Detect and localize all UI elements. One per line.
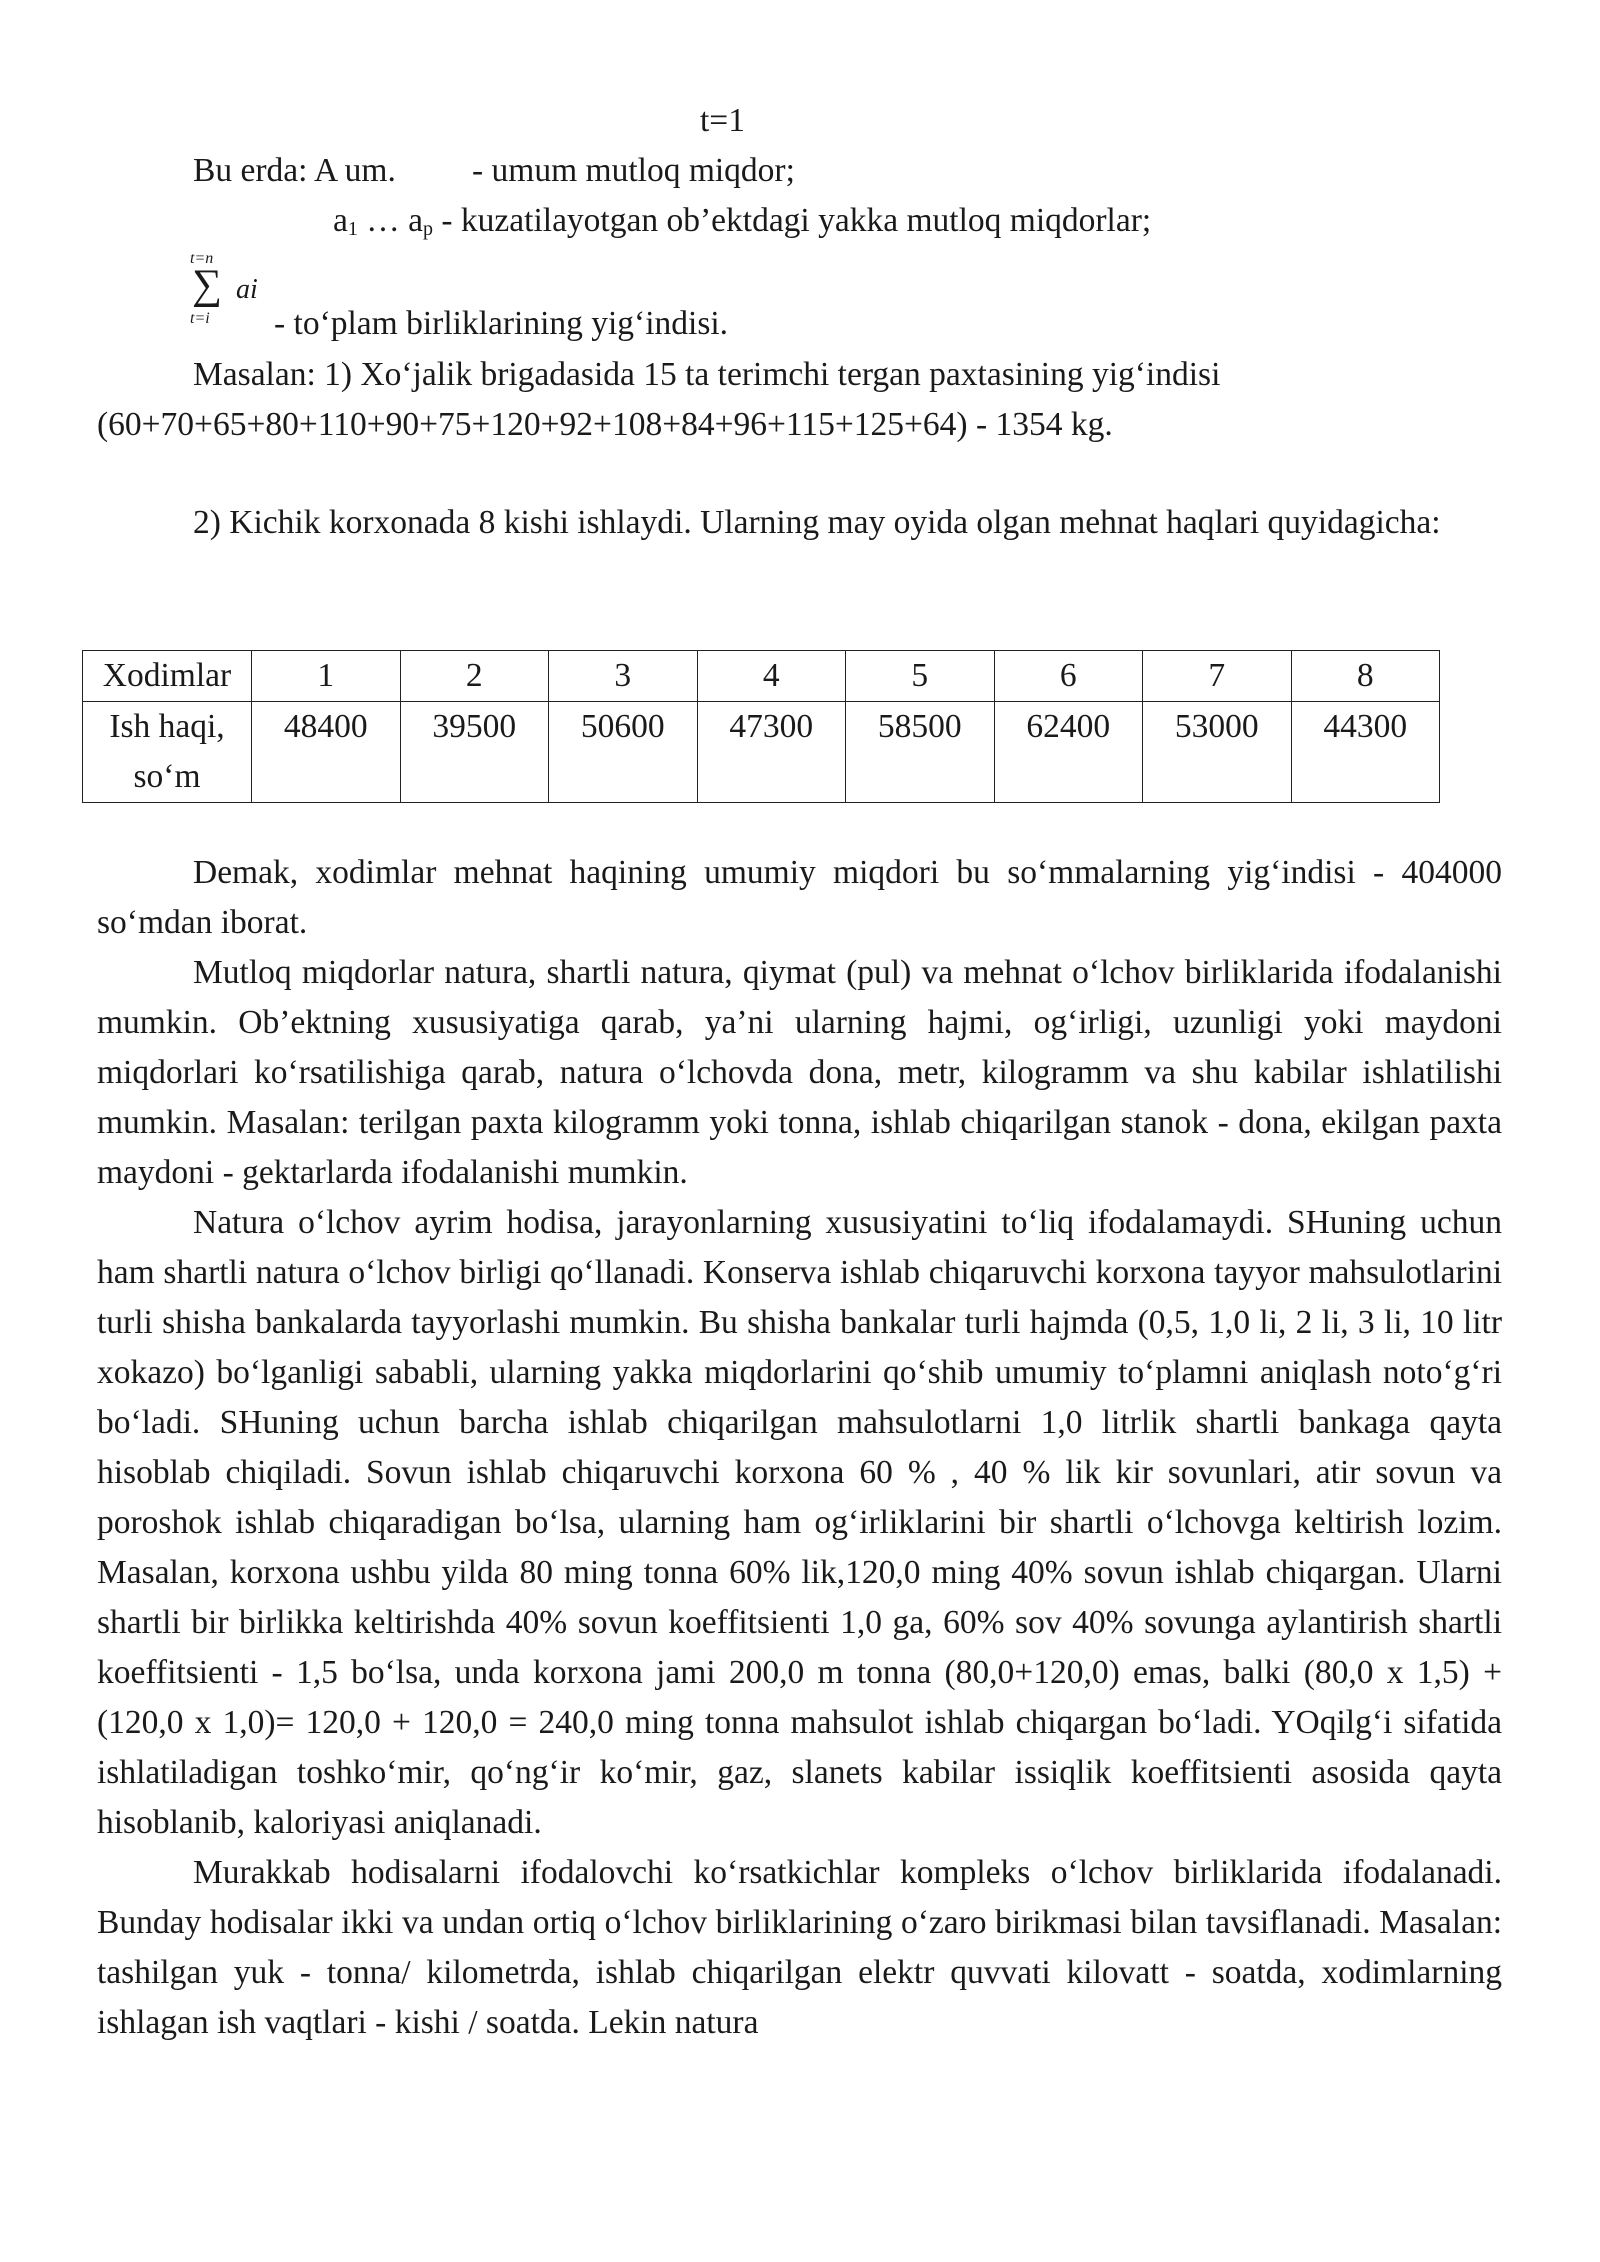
example-1-line-2: (60+70+65+80+110+90+75+120+92+108+84+96+115+125+64) - 1354 kg. [97, 406, 1113, 443]
sum-lower-index: t=i [190, 310, 210, 327]
employee-number: 6 [994, 651, 1143, 702]
table-row-wages [83, 702, 1440, 803]
employee-number: 1 [252, 651, 401, 702]
table-row-employees [83, 651, 1440, 702]
paragraph-conditional-units: Natura o‘lchov ayrim hodisa, jarayonlarning xususiyatini to‘liq ifodalamaydi. SHuning uchun ham shartli natura o‘lchov birligi qo‘llanadi. Konserva ishlab chiqaruvchi korxona tayyor mahsulotlarini turli shisha bankalarda tayyorlashi mumkin. Bu shisha bankalar turli hajmda (0,5, 1,0 li, 2 li, 3 li, 10 litr xokazo) bo‘lganligi sababli, ularning yakka miqdorlarini qo‘shib umumiy to‘plamni aniqlash noto‘g‘ri bo‘ladi. SHuning uchun barcha ishlab chiqarilgan mahsulotlarni 1,0 litrlik shartli bankaga qayta hisoblab chiqiladi. Sovun ishlab chiqaruvchi korxona 60 % , 40 % lik kir sovunlari, atir sovun va poroshok ishlab chiqaradigan bo‘lsa, ularning ham og‘irliklarini bir shartli o‘lchovga keltirish lozim. Masalan, korxona ushbu yilda 80 ming tonna 60% lik,120,0 ming 40% sovun ishlab chiqargan. Ularni shartli bir birlikka keltirishda 40% sovun koeffitsienti 1,0 ga, 60% sov 40% sovunga aylantirish shartli koeffitsienti - 1,5 bo‘lsa, unda korxona jami 200,0 m tonna (80,0+120,0) emas, balki (80,0 x 1,5) + (120,0 x 1,0)= 120,0 + 120,0 = 240,0 ming tonna mahsulot ishlab chiqargan bo‘ladi. YOqilg‘i sifatida ishlatiladigan toshko‘mir, qo‘ng‘ir ko‘mir, gaz, slanets kabilar issiqlik koeffitsienti asosida qayta hisoblanib, kaloriyasi aniqlanadi. [97, 1204, 1502, 1841]
body-text [97, 848, 1502, 2048]
paragraph-complex-units: Murakkab hodisalarni ifodalovchi ko‘rsatkichlar kompleks o‘lchov birliklarida ifodalanadi. Bunday hodisalar ikki va undan ortiq o‘lchov birliklarining o‘zaro birikmasi bilan tavsiflanadi. Masalan: tashilgan yuk - tonna/ kilometrda, ishlab chiqarilgan elektr quvvati kilovatt - soatda, xodimlarning ishlagan ish vaqtlari - kishi / soatda. Lekin natura [97, 1854, 1502, 2041]
definition-total: - umum mutloq miqdor; [472, 152, 795, 189]
wage-value: 58500 [846, 702, 995, 803]
sum-lower-limit: t=1 [700, 102, 745, 139]
example-2-paragraph: 2) Kichik korxonada 8 kishi ishlaydi. Ularning may oyida olgan mehnat haqlari quyidagicha: [193, 504, 1441, 541]
wage-value: 62400 [994, 702, 1143, 803]
wages-table [82, 650, 1440, 803]
employee-number: 7 [1143, 651, 1292, 702]
employee-number: 3 [549, 651, 698, 702]
wage-value: 53000 [1143, 702, 1292, 803]
row-label-wages: Ish haqi, so‘m [83, 702, 252, 803]
wage-value: 44300 [1291, 702, 1440, 803]
wage-value: 50600 [549, 702, 698, 803]
paragraph-total-wages: Demak, xodimlar mehnat haqining umumiy miqdori bu so‘mmalarning yig‘indisi - 404000 so‘mdan iborat. [97, 854, 1502, 941]
sum-term: ai [236, 274, 258, 305]
employee-number: 5 [846, 651, 995, 702]
definition-items: $a_1$ … $a_p$ - kuzatilayotgan ob’ektdagi yakka mutloq miqdorlar; [333, 202, 1152, 240]
sigma-symbol: ∑ [192, 262, 222, 308]
employee-number: 8 [1291, 651, 1440, 702]
paragraph-absolute-units: Mutloq miqdorlar natura, shartli natura, qiymat (pul) va mehnat o‘lchov birliklarida ifodalanishi mumkin. Ob’ektning xususiyatiga qarab, ya’ni ularning hajmi, og‘irligi, uzunligi yoki maydoni miqdorlari ko‘rsatilishiga qarab, natura o‘lchovda dona, metr, kilogramm va shu kabilar ishlatilishi mumkin. Masalan: terilgan paxta kilogramm yoki tonna, ishlab chiqarilgan stanok - dona, ekilgan paxta maydoni - gektarlarda ifodalanishi mumkin. [97, 954, 1502, 1191]
summation-formula [190, 250, 270, 330]
definition-sum: - to‘plam birliklarining yig‘indisi. [274, 305, 729, 342]
employee-number: 4 [697, 651, 846, 702]
sum-upper-limit: t=n [190, 250, 214, 267]
wage-value: 47300 [697, 702, 846, 803]
definition-label: Bu erda: A um. [193, 152, 396, 189]
example-1-line-1: Masalan: 1) Xo‘jalik brigadasida 15 ta terimchi tergan paxtasining yig‘indisi [193, 356, 1221, 393]
employee-number: 2 [400, 651, 549, 702]
row-label-employees: Xodimlar [83, 651, 252, 702]
wage-value: 48400 [252, 702, 401, 803]
wage-value: 39500 [400, 702, 549, 803]
